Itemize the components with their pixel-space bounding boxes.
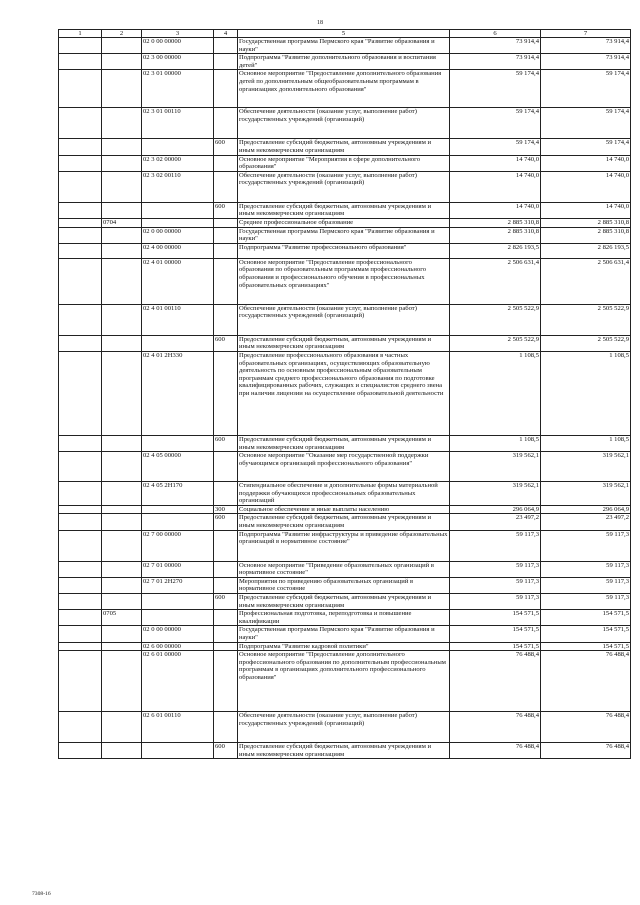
target-code-cell: 02 4 05 00000 bbox=[142, 452, 214, 482]
col1-cell bbox=[59, 514, 102, 530]
table-row bbox=[59, 218, 631, 227]
target-code-cell: 02 3 01 00000 bbox=[142, 70, 214, 108]
amount-2020-cell: 59 174,4 bbox=[541, 108, 631, 139]
description-cell: Обеспечение деятельности (оказание услуг, выполнение работ) государственных учреждений (организаций) bbox=[238, 171, 450, 202]
expense-type-cell bbox=[214, 258, 238, 304]
header-cell: 4 bbox=[214, 30, 238, 38]
budget-table bbox=[58, 29, 631, 759]
col1-cell bbox=[59, 70, 102, 108]
amount-2020-cell: 59 117,3 bbox=[541, 577, 631, 593]
amount-2020-cell: 2 506 631,4 bbox=[541, 258, 631, 304]
expense-type-cell bbox=[214, 38, 238, 54]
header-cell: 7 bbox=[541, 30, 631, 38]
col1-cell bbox=[59, 435, 102, 451]
expense-type-cell bbox=[214, 712, 238, 743]
col1-cell bbox=[59, 54, 102, 70]
amount-2020-cell: 59 117,3 bbox=[541, 561, 631, 577]
section-code-cell bbox=[102, 202, 142, 218]
table-row bbox=[59, 712, 631, 743]
expense-type-cell bbox=[214, 54, 238, 70]
description-cell: Основное мероприятие "Оказание мер государственной поддержки обучающимся организаций профессионального образования" bbox=[238, 452, 450, 482]
section-code-cell: 0705 bbox=[102, 610, 142, 626]
description-cell: Основное мероприятие "Приведение образовательных организаций в нормативное состояние" bbox=[238, 561, 450, 577]
amount-2020-cell: 296 064,9 bbox=[541, 505, 631, 514]
amount-2020-cell: 76 488,4 bbox=[541, 712, 631, 743]
target-code-cell: 02 6 01 00110 bbox=[142, 712, 214, 743]
table-row bbox=[59, 155, 631, 171]
amount-2020-cell: 154 571,5 bbox=[541, 626, 631, 642]
amount-2020-cell: 59 117,3 bbox=[541, 530, 631, 561]
col1-cell bbox=[59, 610, 102, 626]
table-row bbox=[59, 594, 631, 610]
expense-type-cell bbox=[214, 218, 238, 227]
table-row bbox=[59, 577, 631, 593]
section-code-cell bbox=[102, 227, 142, 243]
description-cell: Предоставление субсидий бюджетным, автономным учреждениям и иным некоммерческим организациям bbox=[238, 435, 450, 451]
section-code-cell: 0704 bbox=[102, 218, 142, 227]
table-row bbox=[59, 530, 631, 561]
amount-2019-cell: 296 064,9 bbox=[450, 505, 541, 514]
expense-type-cell: 600 bbox=[214, 435, 238, 451]
expense-type-cell: 600 bbox=[214, 594, 238, 610]
amount-2020-cell: 23 497,2 bbox=[541, 514, 631, 530]
target-code-cell: 02 0 00 00000 bbox=[142, 227, 214, 243]
expense-type-cell bbox=[214, 108, 238, 139]
col1-cell bbox=[59, 651, 102, 712]
expense-type-cell bbox=[214, 227, 238, 243]
col1-cell bbox=[59, 351, 102, 435]
description-cell: Государственная программа Пермского края "Развитие образования и науки" bbox=[238, 227, 450, 243]
col1-cell bbox=[59, 139, 102, 155]
expense-type-cell bbox=[214, 651, 238, 712]
description-cell: Подпрограмма "Развитие дополнительного образования и воспитания детей" bbox=[238, 54, 450, 70]
col1-cell bbox=[59, 743, 102, 759]
section-code-cell bbox=[102, 351, 142, 435]
description-cell: Предоставление субсидий бюджетным, автономным учреждениям и иным некоммерческим организациям bbox=[238, 335, 450, 351]
table-row bbox=[59, 351, 631, 435]
header-cell: 2 bbox=[102, 30, 142, 38]
target-code-cell bbox=[142, 594, 214, 610]
table-row bbox=[59, 642, 631, 651]
table-row bbox=[59, 482, 631, 506]
table-body bbox=[59, 30, 631, 759]
amount-2020-cell: 2 505 522,9 bbox=[541, 304, 631, 335]
section-code-cell bbox=[102, 38, 142, 54]
expense-type-cell bbox=[214, 155, 238, 171]
col1-cell bbox=[59, 243, 102, 258]
amount-2019-cell: 154 571,5 bbox=[450, 626, 541, 642]
description-cell: Подпрограмма "Развитие кадровой политики" bbox=[238, 642, 450, 651]
section-code-cell bbox=[102, 70, 142, 108]
description-cell: Предоставление субсидий бюджетным, автономным учреждениям и иным некоммерческим организациям bbox=[238, 139, 450, 155]
col1-cell bbox=[59, 218, 102, 227]
section-code-cell bbox=[102, 626, 142, 642]
amount-2019-cell: 154 571,5 bbox=[450, 610, 541, 626]
description-cell: Социальное обеспечение и иные выплаты населению bbox=[238, 505, 450, 514]
section-code-cell bbox=[102, 108, 142, 139]
table-row bbox=[59, 243, 631, 258]
table-row bbox=[59, 743, 631, 759]
target-code-cell: 02 6 01 00000 bbox=[142, 651, 214, 712]
section-code-cell bbox=[102, 335, 142, 351]
amount-2020-cell: 319 562,1 bbox=[541, 452, 631, 482]
amount-2020-cell: 1 108,5 bbox=[541, 435, 631, 451]
amount-2019-cell: 59 117,3 bbox=[450, 530, 541, 561]
amount-2019-cell: 319 562,1 bbox=[450, 482, 541, 506]
table-row bbox=[59, 202, 631, 218]
description-cell: Подпрограмма "Развитие инфраструктуры и приведение образовательных организаций в нормативное состояние" bbox=[238, 530, 450, 561]
amount-2020-cell: 76 488,4 bbox=[541, 743, 631, 759]
description-cell: Предоставление субсидий бюджетным, автономным учреждениям и иным некоммерческим организациям bbox=[238, 514, 450, 530]
table-row bbox=[59, 505, 631, 514]
target-code-cell: 02 3 00 00000 bbox=[142, 54, 214, 70]
amount-2020-cell: 59 174,4 bbox=[541, 70, 631, 108]
col1-cell bbox=[59, 108, 102, 139]
amount-2020-cell: 14 740,0 bbox=[541, 202, 631, 218]
amount-2019-cell: 76 488,4 bbox=[450, 712, 541, 743]
target-code-cell: 02 4 01 2Н330 bbox=[142, 351, 214, 435]
table-row bbox=[59, 610, 631, 626]
header-cell: 1 bbox=[59, 30, 102, 38]
col1-cell bbox=[59, 594, 102, 610]
table-row bbox=[59, 139, 631, 155]
table-row bbox=[59, 70, 631, 108]
target-code-cell: 02 6 00 00000 bbox=[142, 642, 214, 651]
table-row bbox=[59, 452, 631, 482]
description-cell: Предоставление профессионального образования в частных образовательных организациях, осуществляющих образовательную деятельность по основным профессиональным образовательным программам среднего профессионального образования по подготовке квалифицированных рабочих, служащих и специалистов среднего звена при наличии лицензии на осуществление образовательной деятельности bbox=[238, 351, 450, 435]
amount-2020-cell: 2 505 522,9 bbox=[541, 335, 631, 351]
expense-type-cell: 600 bbox=[214, 514, 238, 530]
amount-2019-cell: 2 506 631,4 bbox=[450, 258, 541, 304]
col1-cell bbox=[59, 335, 102, 351]
section-code-cell bbox=[102, 155, 142, 171]
description-cell: Обеспечение деятельности (оказание услуг, выполнение работ) государственных учреждений (организаций) bbox=[238, 108, 450, 139]
col1-cell bbox=[59, 505, 102, 514]
description-cell: Предоставление субсидий бюджетным, автономным учреждениям и иным некоммерческим организациям bbox=[238, 202, 450, 218]
description-cell: Профессиональная подготовка, переподготовка и повышение квалификации bbox=[238, 610, 450, 626]
col1-cell bbox=[59, 561, 102, 577]
expense-type-cell bbox=[214, 482, 238, 506]
amount-2019-cell: 59 174,4 bbox=[450, 108, 541, 139]
header-cell: 3 bbox=[142, 30, 214, 38]
amount-2019-cell: 14 740,0 bbox=[450, 171, 541, 202]
target-code-cell: 02 4 01 00110 bbox=[142, 304, 214, 335]
target-code-cell bbox=[142, 435, 214, 451]
amount-2020-cell: 59 117,3 bbox=[541, 594, 631, 610]
target-code-cell: 02 7 00 00000 bbox=[142, 530, 214, 561]
amount-2020-cell: 2 885 310,8 bbox=[541, 218, 631, 227]
section-code-cell bbox=[102, 561, 142, 577]
section-code-cell bbox=[102, 530, 142, 561]
description-cell: Предоставление субсидий бюджетным, автономным учреждениям и иным некоммерческим организациям bbox=[238, 594, 450, 610]
expense-type-cell bbox=[214, 530, 238, 561]
expense-type-cell bbox=[214, 610, 238, 626]
table-row bbox=[59, 626, 631, 642]
table-row bbox=[59, 304, 631, 335]
description-cell: Государственная программа Пермского края "Развитие образования и науки" bbox=[238, 38, 450, 54]
description-cell: Стипендиальное обеспечение и дополнительные формы материальной поддержки обучающихся профессиональных образовательных организаций bbox=[238, 482, 450, 506]
col1-cell bbox=[59, 304, 102, 335]
section-code-cell bbox=[102, 594, 142, 610]
amount-2020-cell: 154 571,5 bbox=[541, 610, 631, 626]
amount-2019-cell: 319 562,1 bbox=[450, 452, 541, 482]
amount-2019-cell: 76 488,4 bbox=[450, 651, 541, 712]
target-code-cell bbox=[142, 610, 214, 626]
amount-2020-cell: 1 108,5 bbox=[541, 351, 631, 435]
section-code-cell bbox=[102, 54, 142, 70]
section-code-cell bbox=[102, 642, 142, 651]
expense-type-cell: 600 bbox=[214, 139, 238, 155]
target-code-cell: 02 4 01 00000 bbox=[142, 258, 214, 304]
section-code-cell bbox=[102, 139, 142, 155]
amount-2020-cell: 2 826 193,5 bbox=[541, 243, 631, 258]
description-cell: Основное мероприятие "Мероприятия в сфере дополнительного образования" bbox=[238, 155, 450, 171]
amount-2019-cell: 59 117,3 bbox=[450, 594, 541, 610]
col1-cell bbox=[59, 202, 102, 218]
description-cell: Обеспечение деятельности (оказание услуг, выполнение работ) государственных учреждений (организаций) bbox=[238, 304, 450, 335]
section-code-cell bbox=[102, 482, 142, 506]
target-code-cell: 02 4 05 2Н170 bbox=[142, 482, 214, 506]
amount-2019-cell: 59 117,3 bbox=[450, 561, 541, 577]
amount-2020-cell: 59 174,4 bbox=[541, 139, 631, 155]
section-code-cell bbox=[102, 577, 142, 593]
section-code-cell bbox=[102, 258, 142, 304]
amount-2020-cell: 319 562,1 bbox=[541, 482, 631, 506]
amount-2020-cell: 73 914,4 bbox=[541, 54, 631, 70]
target-code-cell bbox=[142, 505, 214, 514]
section-code-cell bbox=[102, 435, 142, 451]
target-code-cell: 02 7 01 2Н270 bbox=[142, 577, 214, 593]
amount-2019-cell: 14 740,0 bbox=[450, 155, 541, 171]
col1-cell bbox=[59, 227, 102, 243]
amount-2019-cell: 14 740,0 bbox=[450, 202, 541, 218]
target-code-cell bbox=[142, 202, 214, 218]
amount-2019-cell: 73 914,4 bbox=[450, 54, 541, 70]
table-row bbox=[59, 227, 631, 243]
expense-type-cell: 600 bbox=[214, 335, 238, 351]
amount-2019-cell: 59 117,3 bbox=[450, 577, 541, 593]
table-row bbox=[59, 514, 631, 530]
amount-2020-cell: 14 740,0 bbox=[541, 155, 631, 171]
expense-type-cell bbox=[214, 243, 238, 258]
section-code-cell bbox=[102, 304, 142, 335]
col1-cell bbox=[59, 482, 102, 506]
amount-2020-cell: 14 740,0 bbox=[541, 171, 631, 202]
description-cell: Среднее профессиональное образование bbox=[238, 218, 450, 227]
section-code-cell bbox=[102, 243, 142, 258]
col1-cell bbox=[59, 258, 102, 304]
amount-2019-cell: 2 885 310,8 bbox=[450, 227, 541, 243]
section-code-cell bbox=[102, 452, 142, 482]
table-row bbox=[59, 651, 631, 712]
table-row bbox=[59, 38, 631, 54]
amount-2020-cell: 76 488,4 bbox=[541, 651, 631, 712]
expense-type-cell bbox=[214, 626, 238, 642]
target-code-cell: 02 0 00 00000 bbox=[142, 38, 214, 54]
col1-cell bbox=[59, 38, 102, 54]
amount-2019-cell: 59 174,4 bbox=[450, 70, 541, 108]
description-cell: Основное мероприятие "Предоставление дополнительного образования детей по дополнительным общеобразовательным программам в организациях дополнительного образования" bbox=[238, 70, 450, 108]
target-code-cell: 02 7 01 00000 bbox=[142, 561, 214, 577]
section-code-cell bbox=[102, 651, 142, 712]
target-code-cell: 02 3 02 00110 bbox=[142, 171, 214, 202]
amount-2019-cell: 73 914,4 bbox=[450, 38, 541, 54]
description-cell: Предоставление субсидий бюджетным, автономным учреждениям и иным некоммерческим организациям bbox=[238, 743, 450, 759]
table-row bbox=[59, 108, 631, 139]
description-cell: Мероприятия по приведению образовательных организаций в нормативное состояние bbox=[238, 577, 450, 593]
table-header-row bbox=[59, 30, 631, 38]
header-cell: 6 bbox=[450, 30, 541, 38]
target-code-cell: 02 3 02 00000 bbox=[142, 155, 214, 171]
amount-2019-cell: 76 488,4 bbox=[450, 743, 541, 759]
target-code-cell bbox=[142, 335, 214, 351]
target-code-cell bbox=[142, 743, 214, 759]
amount-2019-cell: 154 571,5 bbox=[450, 642, 541, 651]
col1-cell bbox=[59, 577, 102, 593]
amount-2019-cell: 2 505 522,9 bbox=[450, 335, 541, 351]
section-code-cell bbox=[102, 171, 142, 202]
page-number: 18 bbox=[317, 20, 323, 26]
description-cell: Обеспечение деятельности (оказание услуг, выполнение работ) государственных учреждений (организаций) bbox=[238, 712, 450, 743]
target-code-cell: 02 3 01 00110 bbox=[142, 108, 214, 139]
description-cell: Подпрограмма "Развитие профессионального образования" bbox=[238, 243, 450, 258]
amount-2019-cell: 1 108,5 bbox=[450, 435, 541, 451]
expense-type-cell bbox=[214, 561, 238, 577]
target-code-cell: 02 4 00 00000 bbox=[142, 243, 214, 258]
section-code-cell bbox=[102, 514, 142, 530]
table-row bbox=[59, 54, 631, 70]
amount-2019-cell: 23 497,2 bbox=[450, 514, 541, 530]
expense-type-cell bbox=[214, 304, 238, 335]
col1-cell bbox=[59, 171, 102, 202]
description-cell: Государственная программа Пермского края "Развитие образования и науки" bbox=[238, 626, 450, 642]
expense-type-cell bbox=[214, 70, 238, 108]
col1-cell bbox=[59, 712, 102, 743]
table-row bbox=[59, 258, 631, 304]
amount-2020-cell: 2 885 310,8 bbox=[541, 227, 631, 243]
amount-2020-cell: 73 914,4 bbox=[541, 38, 631, 54]
amount-2019-cell: 2 826 193,5 bbox=[450, 243, 541, 258]
table-row bbox=[59, 561, 631, 577]
target-code-cell bbox=[142, 218, 214, 227]
col1-cell bbox=[59, 626, 102, 642]
target-code-cell bbox=[142, 139, 214, 155]
section-code-cell bbox=[102, 743, 142, 759]
header-cell: 5 bbox=[238, 30, 450, 38]
expense-type-cell: 600 bbox=[214, 743, 238, 759]
col1-cell bbox=[59, 530, 102, 561]
description-cell: Основное мероприятие "Предоставление дополнительного профессионального образования по дополнительным профессиональным программам в организациях дополнительного профессионального образования" bbox=[238, 651, 450, 712]
expense-type-cell bbox=[214, 642, 238, 651]
description-cell: Основное мероприятие "Предоставление профессионального образования по образовательным программам профессионального образования и профессионального обучения в профессиональных образовательных организациях" bbox=[238, 258, 450, 304]
expense-type-cell bbox=[214, 171, 238, 202]
amount-2020-cell: 154 571,5 bbox=[541, 642, 631, 651]
col1-cell bbox=[59, 155, 102, 171]
col1-cell bbox=[59, 642, 102, 651]
table-row bbox=[59, 335, 631, 351]
amount-2019-cell: 1 108,5 bbox=[450, 351, 541, 435]
table-row bbox=[59, 435, 631, 451]
expense-type-cell bbox=[214, 577, 238, 593]
expense-type-cell: 300 bbox=[214, 505, 238, 514]
expense-type-cell: 600 bbox=[214, 202, 238, 218]
amount-2019-cell: 59 174,4 bbox=[450, 139, 541, 155]
expense-type-cell bbox=[214, 452, 238, 482]
document-footer-code: 7308-16 bbox=[32, 891, 51, 897]
section-code-cell bbox=[102, 712, 142, 743]
table-row bbox=[59, 171, 631, 202]
amount-2019-cell: 2 505 522,9 bbox=[450, 304, 541, 335]
expense-type-cell bbox=[214, 351, 238, 435]
section-code-cell bbox=[102, 505, 142, 514]
target-code-cell bbox=[142, 514, 214, 530]
amount-2019-cell: 2 885 310,8 bbox=[450, 218, 541, 227]
target-code-cell: 02 0 00 00000 bbox=[142, 626, 214, 642]
col1-cell bbox=[59, 452, 102, 482]
